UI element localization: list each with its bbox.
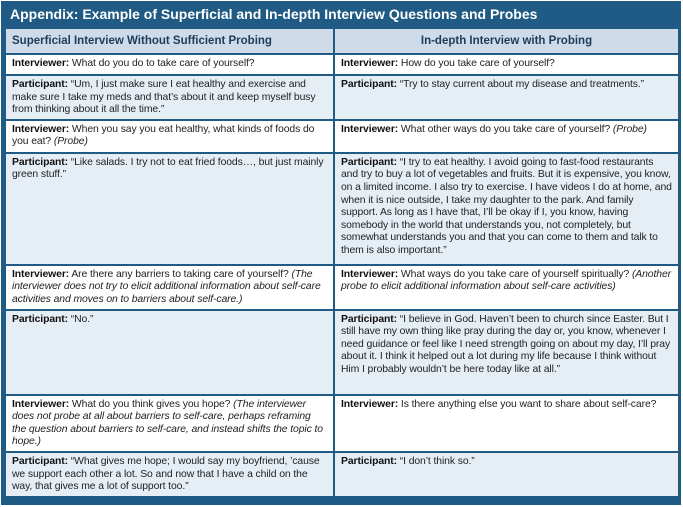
interviewer-note: (The interviewer does not probe at all about barriers to self-care, perhaps reframing the question about barriers to self-care, and instead shifts the topic to hope.) bbox=[12, 398, 323, 448]
utterance-text: What do you do to take care of yourself? bbox=[69, 58, 255, 69]
speaker-label: Participant: bbox=[341, 79, 397, 90]
in-depth-cell bbox=[334, 120, 679, 153]
table-title: Appendix: Example of Superficial and In-depth Interview Questions and Probes bbox=[10, 6, 538, 22]
utterance-text: “I believe in God. Haven’t been to church since Easter. But I still have my own thing like pray during the day or, you know, whenever I need guidance or feel like I need strength going on about my day, I’ll pray about it. I think it helped out a lot during my life because I think without Him I probably wouldn’t be here today like at all.” bbox=[341, 313, 671, 375]
speaker-label: Participant: bbox=[341, 455, 397, 467]
header-row bbox=[5, 28, 679, 54]
speaker-label: Interviewer: bbox=[12, 123, 70, 135]
speaker-label: Participant: bbox=[12, 455, 68, 467]
in-depth-cell bbox=[334, 395, 679, 452]
speaker-label: Interviewer: bbox=[12, 398, 70, 410]
superficial-cell bbox=[5, 120, 334, 153]
speaker-label: Participant: bbox=[12, 79, 68, 90]
superficial-cell bbox=[5, 265, 334, 310]
in-depth-cell bbox=[334, 54, 679, 75]
column-header-in-depth: In-depth Interview with Probing bbox=[334, 28, 679, 54]
in-depth-cell bbox=[334, 452, 679, 497]
speaker-label: Interviewer: bbox=[341, 398, 399, 410]
table-row bbox=[5, 120, 679, 153]
table-row bbox=[5, 54, 679, 75]
table-row bbox=[5, 310, 679, 395]
in-depth-cell bbox=[334, 265, 679, 310]
superficial-cell bbox=[5, 75, 334, 120]
superficial-cell bbox=[5, 153, 334, 265]
superficial-cell bbox=[5, 452, 334, 497]
utterance-text: When you say you eat healthy, what kinds of foods do you eat? bbox=[12, 123, 315, 148]
utterance-text: “Um, I just make sure I eat healthy and exercise and make sure I take my meds and that’s about it and keep myself busy from thinking about it all the time.” bbox=[12, 79, 316, 116]
utterance-text: How do you take care of yourself? bbox=[398, 58, 555, 69]
table-row bbox=[5, 265, 679, 310]
utterance-text: Are there any barriers to taking care of yourself? bbox=[69, 268, 292, 280]
interviewer-note: (Probe) bbox=[612, 123, 647, 135]
speaker-label: Participant: bbox=[341, 313, 397, 325]
speaker-label: Interviewer: bbox=[341, 123, 399, 135]
speaker-label: Participant: bbox=[12, 156, 68, 168]
in-depth-cell bbox=[334, 153, 679, 265]
utterance-text: Is there anything else you want to share about self-care? bbox=[398, 398, 657, 410]
in-depth-cell bbox=[334, 310, 679, 395]
in-depth-cell bbox=[334, 75, 679, 120]
column-header-superficial: Superficial Interview Without Sufficient Probing bbox=[5, 28, 334, 54]
utterance-text: “I try to eat healthy. I avoid going to fast-food restaurants and try to buy a lot of vegetables and fruits. But it is expensive, you know, on a limited income. I also try to exercise. I have videos I do at home, and when it is nice outside, I take my daughter to the park. And family support. As long as I have that, I’ll be okay if I, you know, having somebody in the world that understands you, not completely, but somewhat understands you and that you can come to them and talk to them is also important.” bbox=[341, 156, 672, 256]
utterance-text: “Like salads. I try not to eat fried foods…, but just mainly green stuff.” bbox=[12, 156, 324, 181]
superficial-cell bbox=[5, 54, 334, 75]
utterance-text: “I don’t think so.” bbox=[396, 455, 475, 467]
superficial-cell bbox=[5, 395, 334, 452]
appendix-table-frame bbox=[1, 1, 681, 505]
speaker-label: Participant: bbox=[341, 156, 397, 168]
utterance-text: “Try to stay current about my disease and treatments.” bbox=[396, 79, 645, 90]
utterance-text: What ways do you take care of yourself spiritually? bbox=[398, 268, 632, 280]
utterance-text: What do you think gives you hope? bbox=[69, 398, 234, 410]
interviewer-note: (Another probe to elicit additional information about self-care activities) bbox=[341, 268, 671, 293]
table-row bbox=[5, 75, 679, 120]
utterance-text: “No.” bbox=[67, 313, 94, 325]
speaker-label: Interviewer: bbox=[341, 268, 399, 280]
speaker-label: Participant: bbox=[12, 313, 68, 325]
speaker-label: Interviewer: bbox=[12, 58, 70, 69]
table-row bbox=[5, 153, 679, 265]
table-row bbox=[5, 395, 679, 452]
utterance-text: “What gives me hope; I would say my boyfriend, ’cause we support each other a lot. So and now that I have a child on the way, that gives me a lot of support too.” bbox=[12, 455, 320, 493]
table-row bbox=[5, 452, 679, 497]
utterance-text: What other ways do you take care of yourself? bbox=[398, 123, 613, 135]
interviewer-note: (Probe) bbox=[53, 136, 88, 148]
speaker-label: Interviewer: bbox=[341, 58, 399, 69]
interview-table bbox=[4, 27, 680, 498]
speaker-label: Interviewer: bbox=[12, 268, 70, 280]
interviewer-note: (The interviewer does not try to elicit additional information about self-care activities and moves on to barriers about self-care.) bbox=[12, 268, 321, 305]
superficial-cell bbox=[5, 310, 334, 395]
